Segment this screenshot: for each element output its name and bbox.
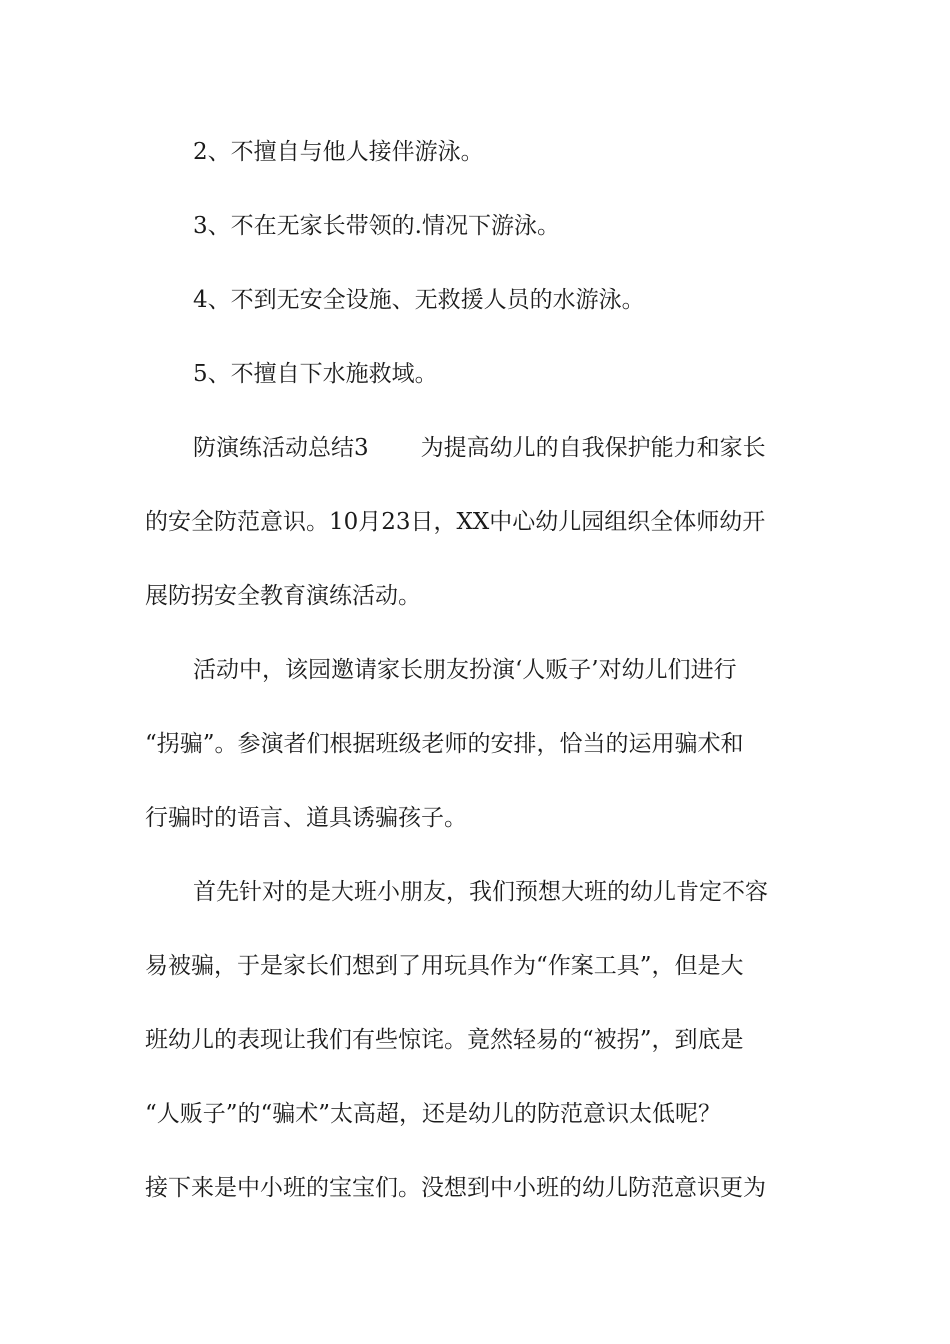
list-item-3: 3、不在无家长带领的.情况下游泳。 <box>193 213 560 239</box>
list-item-5: 5、不擅自下水施救域。 <box>193 361 438 387</box>
paragraph-line: 行骗时的语言、道具诱骗孩子。 <box>145 805 467 831</box>
paragraph-text: 为提高幼儿的自我保护能力和家长 <box>420 435 766 461</box>
list-item-2: 2、不擅自与他人接伴游泳。 <box>193 139 484 165</box>
paragraph-line: “拐骗”。参演者们根据班级老师的安排，恰当的运用骗术和 <box>145 731 744 757</box>
paragraph-line: “人贩子”的“骗术”太高超，还是幼儿的防范意识太低呢？ <box>145 1101 722 1127</box>
paragraph-line: 班幼儿的表现让我们有些惊诧。竟然轻易的“被拐”，到底是 <box>145 1027 744 1053</box>
section-heading: 防演练活动总结3 <box>193 435 369 461</box>
paragraph-line: 接下来是中小班的宝宝们。没想到中小班的幼儿防范意识更为 <box>145 1175 766 1201</box>
paragraph-line: 易被骗，于是家长们想到了用玩具作为“作案工具”，但是大 <box>145 953 744 979</box>
paragraph-line: 活动中，该园邀请家长朋友扮演‘人贩子’对幼儿们进行 <box>193 657 737 683</box>
paragraph-line: 的安全防范意识。10月23日，XX中心幼儿园组织全体师幼开 <box>145 509 766 535</box>
paragraph-line <box>193 432 815 464</box>
list-item-4: 4、不到无安全设施、无救援人员的水游泳。 <box>193 287 645 313</box>
paragraph-line: 展防拐安全教育演练活动。 <box>145 583 421 609</box>
paragraph-line: 首先针对的是大班小朋友，我们预想大班的幼儿肯定不容 <box>193 879 768 905</box>
